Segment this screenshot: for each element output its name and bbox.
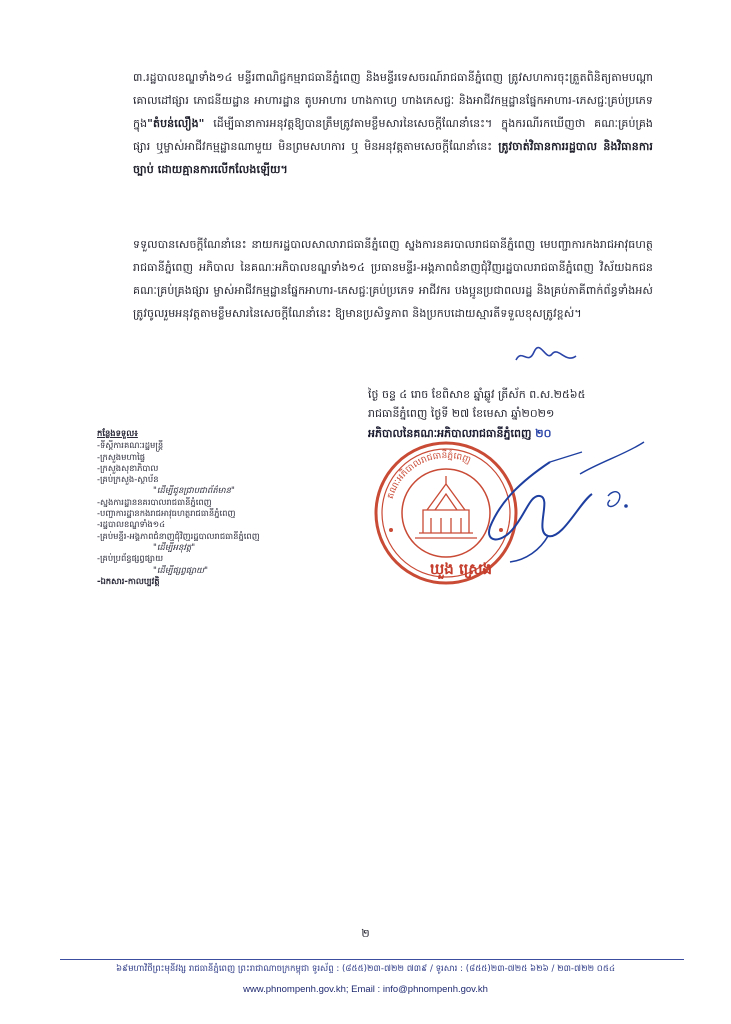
seal-ring-text: គណៈអភិបាលរាជធានីភ្នំពេញ bbox=[385, 450, 472, 501]
footer-address: ៦៩មហាវិថីព្រះមុនីវង្ស រាជធានីភ្នំពេញ ព្រះរាជាណាចក្រកម្ពុជា ទូរស័ព្ទ : (៨៥៥)២៣-៧២២ ៧៣៩ / ទូរសារ : (៨៥៥)២៣-៧២៥ ៦២៦ / ២៣-៧២២ ០៥៤ bbox=[115, 964, 616, 974]
recipient-item: -ក្រសួងសុខាភិបាល bbox=[97, 462, 159, 473]
recipient-item: -គ្រប់មន្ទីរ-អង្គភាពជំនាញជុំវិញរដ្ឋបាលរាជធានីភ្នំពេញ bbox=[97, 530, 260, 541]
initials-mark bbox=[512, 342, 582, 370]
recipient-note: "ដើម្បីអនុវត្ត" bbox=[153, 541, 196, 552]
recipient-item: -ស្នងការដ្ឋាននគរបាលរាជធានីភ្នំពេញ bbox=[97, 496, 212, 507]
recipients-list bbox=[97, 428, 347, 587]
recipient-item: -គ្រប់ប្រព័ន្ធផ្សព្វផ្សាយ bbox=[97, 553, 164, 564]
lunar-date: ថ្ងៃ ចន្ទ ៤ រោច ខែពិសាខ ឆ្នាំឆ្លូវ ត្រីស័ក ព.ស.២៥៦៥ bbox=[368, 388, 586, 401]
footer-website: www.phnompenh.gov.kh; Email : info@phnompenh.gov.kh bbox=[243, 984, 488, 995]
page-number: ២ bbox=[361, 927, 370, 940]
paragraph-3-text-a: ៣.រដ្ឋបាលខណ្ឌទាំង១៤ មន្ទីរពាណិជ្ជកម្មរាជធានីភ្នំពេញ និងមន្ទីរទេសចរណ៍រាជធានីភ្នំពេញ ត្រូវសហការចុះត្រួតពិនិត្យតាមបណ្ដាគោលដៅផ្សារ ភោជនីយដ្ឋាន អាហារដ្ឋាន តូបអាហារ ហាងកាហ្វេ ហាងភេសជ្ជៈ និងអាជីវកម្មដ្ឋានផ្នែកអាហារ-ភេសជ្ជៈគ្រប់ប្រភេទ ក្នុង bbox=[133, 71, 653, 130]
solar-date: រាជធានីភ្នំពេញ ថ្ងៃទី ២៧ ខែមេសា ឆ្នាំ២០២១ bbox=[368, 407, 555, 420]
recipient-note: "ដើម្បីផ្សព្វផ្សាយ" bbox=[153, 564, 208, 575]
recipient-item: -ក្រសួងមហាផ្ទៃ bbox=[97, 451, 146, 462]
recipient-item: -ឯកសារ-កាលប្បវត្តិ bbox=[97, 575, 160, 586]
recipients-heading: កន្លែងទទួល៖ bbox=[97, 428, 138, 438]
recipient-note: "ដើម្បីជូនជ្រាបជាព័ត៌មាន" bbox=[153, 485, 235, 496]
recipient-item: -រដ្ឋបាលខណ្ឌទាំង១៤ bbox=[97, 519, 166, 530]
paragraph-4: ទទួលបានសេចក្តីណែនាំនេះ នាយករដ្ឋបាលសាលារាជធានីភ្នំពេញ ស្នងការនគរបាលរាជធានីភ្នំពេញ មេបញ្ជាការកងរាជអាវុធហត្ថរាជធានីភ្នំពេញ អភិបាល នៃគណៈអភិបាលខណ្ឌទាំង១៤ ប្រធានមន្ទីរ-អង្គភាពជំនាញជុំវិញរដ្ឋបាលរាជធានីភ្នំពេញ វិស័យឯកជន គណៈគ្រប់គ្រងផ្សារ ម្ចាស់អាជីវកម្មដ្ឋានផ្នែកអាហារ-ភេសជ្ជៈគ្រប់ប្រភេទ អាជីវករ បងប្អូនប្រជាពលរដ្ឋ និងគ្រប់ភាគីពាក់ព័ន្ធទាំងអស់ ត្រូវចូលរួមអនុវត្តតាមខ្លឹមសារនៃសេចក្តីណែនាំនេះ ឱ្យមានប្រសិទ្ធភាព និងប្រកបដោយស្មារតីទទួលខុសត្រូវខ្ពស់។ bbox=[133, 238, 653, 320]
paragraph-3 bbox=[133, 66, 653, 181]
sanction-emphasis: ត្រូវចាត់វិធានការរដ្ឋបាល និងវិធានការច្បាប់ ដោយគ្មានការលើកលែងឡើយ។ bbox=[133, 140, 653, 176]
signer-title-text: អភិបាលនៃគណៈអភិបាលរាជធានីភ្នំពេញ bbox=[368, 427, 532, 440]
paragraph-3-text-b: ដើម្បីធានាការអនុវត្តឱ្យបានត្រឹមត្រូវតាមខ្លឹមសារនៃសេចក្តីណែនាំនេះ។ ក្នុងករណីរកឃើញថា គណៈគ្រប់គ្រងផ្សារ ឬម្ចាស់អាជីវកម្មដ្ឋានណាមួយ មិនព្រមសហការ ឬ មិនអនុវត្តតាមសេចក្តីណែនាំនេះ bbox=[133, 117, 653, 153]
initials-text: ២០ bbox=[535, 427, 552, 440]
footer-divider bbox=[60, 959, 684, 960]
recipient-item: -បញ្ជាការដ្ឋានកងរាជអាវុធហត្ថរាជធានីភ្នំពេញ bbox=[97, 508, 236, 519]
yellow-zone-emphasis: "តំបន់លឿង" bbox=[147, 117, 205, 130]
signer-name: ឃួង ស្រេង bbox=[430, 560, 493, 578]
recipient-item: -គ្រប់ក្រសួង-ស្ថាប័ន bbox=[97, 474, 159, 485]
recipient-item: -ទីស្ដីការគណៈរដ្ឋមន្ត្រី bbox=[97, 440, 164, 451]
